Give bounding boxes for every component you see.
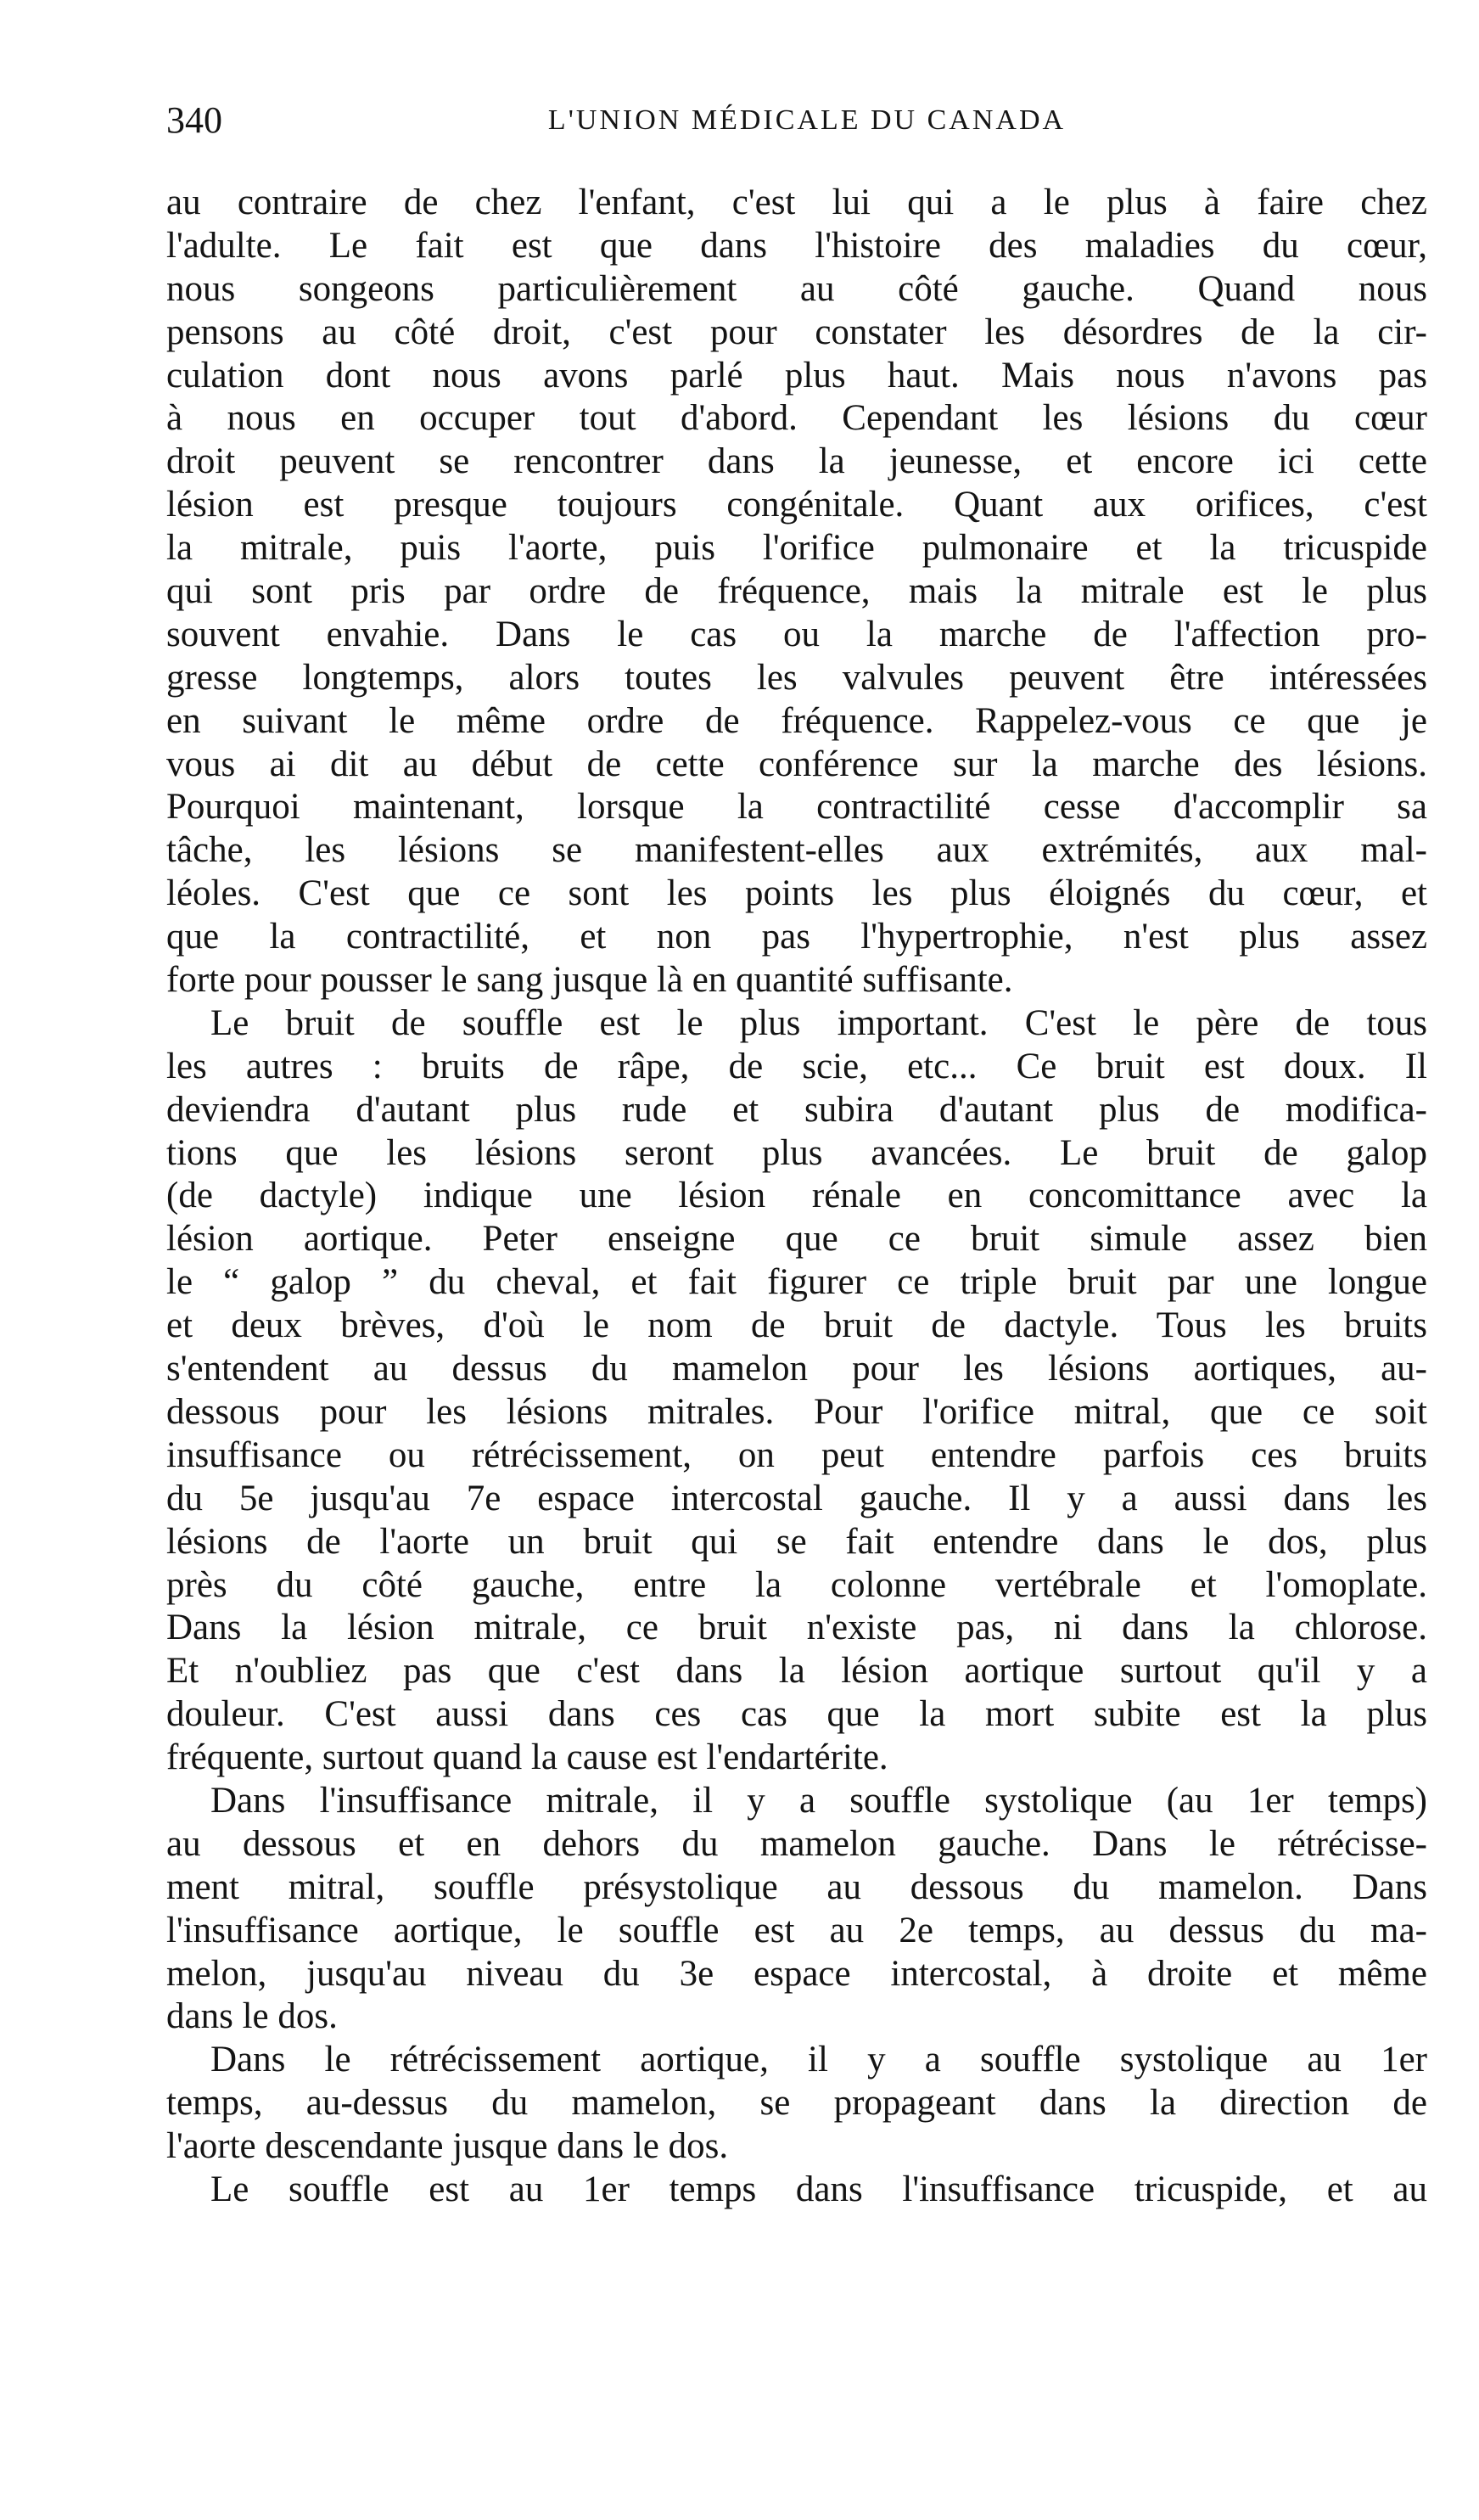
page-number: 340 [166,99,222,141]
text-line: qui sont pris par ordre de fréquence, mais la mitrale est le plus [166,571,1427,612]
text-line: Dans le rétrécissement aortique, il y a souffle systolique au 1er [210,2040,1427,2080]
text-line: Le souffle est au 1er temps dans l'insuffisance tricuspide, et au [210,2169,1427,2209]
paragraph [166,1780,1427,2039]
text-line: le “ galop ” du cheval, et fait figurer ce triple bruit par une longue [166,1262,1427,1303]
text-line: au contraire de chez l'enfant, c'est lui qui a le plus à faire chez [166,182,1427,222]
text-line: ment mitral, souffle présystolique au dessous du mamelon. Dans [166,1866,1427,1907]
text-line: pensons au côté droit, c'est pour constater les désordres de la cir- [166,311,1427,352]
text-line: et deux brèves, d'où le nom de bruit de dactyle. Tous les bruits [166,1305,1427,1346]
text-line: l'adulte. Le fait est que dans l'histoire des maladies du cœur, [166,225,1427,266]
text-line: nous songeons particulièrement au côté gauche. Quand nous [166,268,1427,309]
text-line: douleur. C'est aussi dans ces cas que la mort subite est la plus [166,1694,1427,1735]
text-line: l'aorte descendante jusque dans le dos. [166,2126,729,2167]
text-line: au dessous et en dehors du mamelon gauche. Dans le rétrécisse- [166,1823,1427,1864]
text-line: lésions de l'aorte un bruit qui se fait entendre dans le dos, plus [166,1521,1427,1562]
text-line: souvent envahie. Dans le cas ou la marche de l'affection pro- [166,614,1427,654]
text-line: l'insuffisance aortique, le souffle est au 2e temps, au dessus du ma- [166,1910,1427,1950]
text-line: les autres : bruits de râpe, de scie, etc... Ce bruit est doux. Il [166,1046,1427,1086]
text-line: melon, jusqu'au niveau du 3e espace intercostal, à droite et même [166,1953,1427,1994]
text-line: fréquente, surtout quand la cause est l'endartérite. [166,1737,888,1778]
text-line: Dans l'insuffisance mitrale, il y a souffle systolique (au 1er temps) [210,1780,1427,1821]
text-line: à nous en occuper tout d'abord. Cependant les lésions du cœur [166,398,1427,439]
body-text [166,182,1427,2212]
running-head [166,95,1448,146]
text-line: Dans la lésion mitrale, ce bruit n'existe pas, ni dans la chlorose. [166,1608,1427,1648]
text-line: (de dactyle) indique une lésion rénale en concomittance avec la [166,1176,1427,1216]
text-line: droit peuvent se rencontrer dans la jeunesse, et encore ici cette [166,441,1427,482]
paragraph [166,2169,1427,2212]
text-line: la mitrale, puis l'aorte, puis l'orifice pulmonaire et la tricuspide [166,528,1427,569]
text-line: lésion aortique. Peter enseigne que ce bruit simule assez bien [166,1219,1427,1260]
text-line: près du côté gauche, entre la colonne vertébrale et l'omoplate. [166,1564,1427,1605]
text-line: dans le dos. [166,1996,338,2037]
text-line: léoles. C'est que ce sont les points les plus éloignés du cœur, et [166,873,1427,914]
paragraph [166,1002,1427,1780]
text-line: s'entendent au dessus du mamelon pour les lésions aortiques, au- [166,1349,1427,1389]
text-line: deviendra d'autant plus rude et subira d'autant plus de modifica- [166,1089,1427,1130]
text-line: du 5e jusqu'au 7e espace intercostal gauche. Il y a aussi dans les [166,1478,1427,1518]
text-line: tions que les lésions seront plus avancées. Le bruit de galop [166,1132,1427,1173]
text-line: que la contractilité, et non pas l'hypertrophie, n'est plus assez [166,917,1427,957]
text-line: forte pour pousser le sang jusque là en quantité suffisante. [166,960,1013,1001]
text-line: vous ai dit au début de cette conférence sur la marche des lésions. [166,744,1427,784]
paragraph [166,2039,1427,2169]
text-line: Le bruit de souffle est le plus important. C'est le père de tous [210,1002,1427,1043]
text-line: Pourquoi maintenant, lorsque la contractilité cesse d'accomplir sa [166,787,1427,828]
text-line: Et n'oubliez pas que c'est dans la lésion aortique surtout qu'il y a [166,1651,1427,1692]
text-line: lésion est presque toujours congénitale. Quant aux orifices, c'est [166,485,1427,525]
text-line: insuffisance ou rétrécissement, on peut entendre parfois ces bruits [166,1434,1427,1475]
text-line: dessous pour les lésions mitrales. Pour l'orifice mitral, que ce soit [166,1391,1427,1432]
text-line: gresse longtemps, alors toutes les valvules peuvent être intéressées [166,657,1427,698]
text-line: temps, au-dessus du mamelon, se propageant dans la direction de [166,2083,1427,2124]
journal-title: L'UNION MÉDICALE DU CANADA [547,104,1067,136]
text-line: culation dont nous avons parlé plus haut. Mais nous n'avons pas [166,355,1427,396]
text-line: tâche, les lésions se manifestent-elles aux extrémités, aux mal- [166,830,1427,871]
paragraph [166,182,1427,1002]
text-line: en suivant le même ordre de fréquence. Rappelez-vous ce que je [166,700,1427,741]
